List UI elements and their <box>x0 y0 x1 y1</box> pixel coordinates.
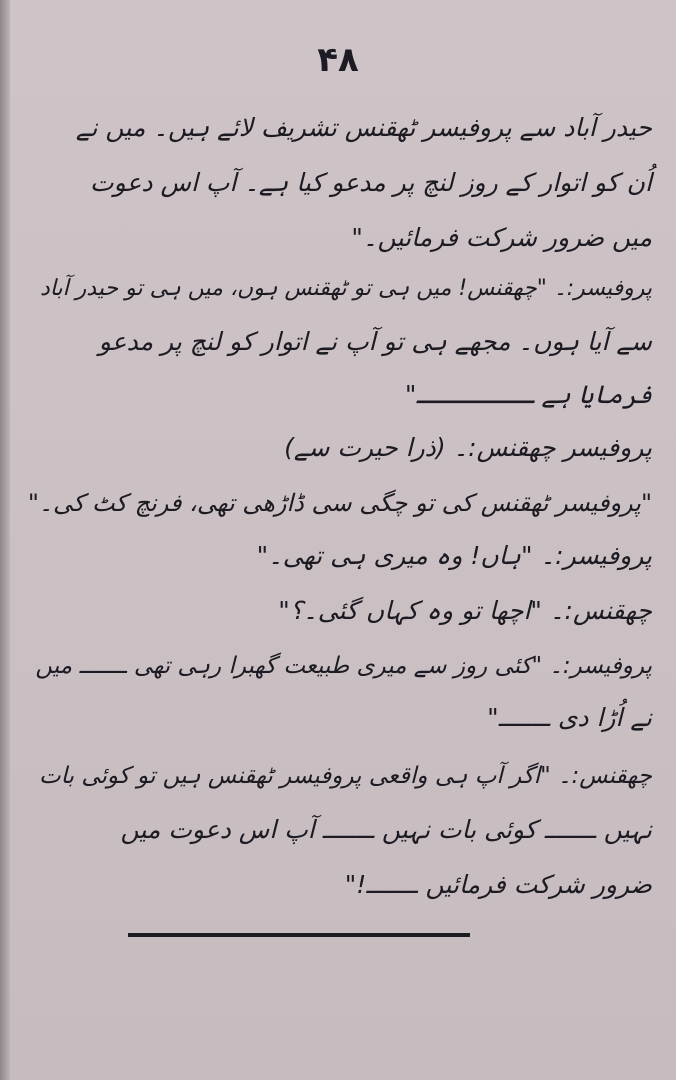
text-line: پروفیسر:۔ "ہاں! وہ میری ہی تھی۔" <box>256 541 652 570</box>
end-rule <box>128 933 470 937</box>
text-line: ضرور شرکت فرمائیں ـــــــ!" <box>344 870 652 899</box>
text-line: نے اُڑا دی ـــــــ" <box>487 703 652 732</box>
text-line: نہیں ـــــــ کوئی بات نہیں ـــــــ آپ اس دعوت میں <box>120 815 652 844</box>
text-line: میں ضرور شرکت فرمائیں۔" <box>351 223 652 252</box>
text-line: چھقنس:۔ "اچھا تو وہ کہاں گئی۔؟" <box>278 596 652 625</box>
text-line: چھقنس:۔ "اگر آپ ہی واقعی پروفیسر ٹھقنس ہیں تو کوئی بات <box>38 763 652 789</box>
page-number: ۴۸ <box>317 40 359 80</box>
text-line: پروفیسر:۔ "چھقنس! میں ہی تو ٹھقنس ہوں، میں ہی تو حیدر آباد <box>39 276 652 301</box>
text-line: حیدر آباد سے پروفیسر ٹھقنس تشریف لائے ہیں۔ میں نے <box>75 113 652 142</box>
text-line: فرمایا ہے ــــــــ" <box>404 380 652 409</box>
text-line: "پروفیسر ٹھقنس کی تو چگی سی ڈاڑھی تھی، فرنچ کٹ کی۔" <box>27 489 652 517</box>
text-line: اُن کو اتوار کے روز لنچ پر مدعو کیا ہے۔ آپ اس دعوت <box>90 168 652 197</box>
text-line: سے آیا ہوں۔ مجھے ہی تو آپ نے اتوار کو لنچ پر مدعو <box>98 327 652 356</box>
text-line: پروفیسر:۔ "کئی روز سے میری طبیعت گھبرا رہی تھی ـــــــ میں <box>35 653 652 679</box>
page-edge-shadow <box>0 0 10 1080</box>
text-line: پروفیسر چھقنس:۔ (ذرا حیرت سے) <box>284 433 652 462</box>
